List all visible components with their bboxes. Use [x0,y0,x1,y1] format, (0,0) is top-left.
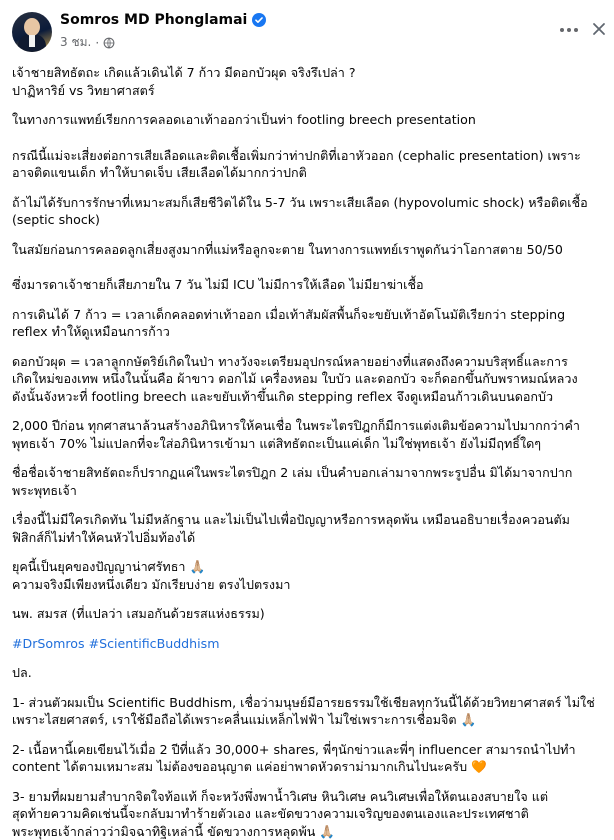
globe-icon [103,37,115,49]
text-line: reflex ทำให้ดูเหมือนการก้าว [12,323,600,341]
close-button[interactable] [588,18,610,40]
text-line: อาจติดแขนเด็ก ทำให้บาดเจ็บ เสียเลือดได้มากกว่าปกติ [12,164,600,182]
text-line: (septic shock) [12,211,600,229]
text-line: ปาฏิหาริย์ vs วิทยาศาสตร์ [12,82,600,100]
author-avatar[interactable] [12,12,52,52]
text-line: ซึ่งมารดาเจ้าชายก็เสียภายใน 7 วัน ไม่มี ICU ไม่มีการให้เลือด ไม่มียาฆ่าเชื้อ [12,276,600,294]
author-name-row [60,12,266,28]
text-line: กรณีนี้แม่จะเสี่ยงต่อการเสียเลือดและติดเชื้อเพิ่มกว่าท่าปกติที่เอาหัวออก (cephalic presentation) เพราะ [12,147,600,165]
author-name[interactable]: Somros MD Phonglamai [60,12,247,28]
text-line: 3- ยามที่ผมยามสำบากจิตใจท้อแท้ ก็จะหวังพึ่งพาน้ำวิเศษ หินวิเศษ คนวิเศษเพื่อให้ตนเองสบายใจ แต่ [12,788,600,806]
verified-badge-icon [252,13,266,27]
text-line: การเดินได้ 7 ก้าว = เวลาเด็กคลอดท่าเท้าออก เมื่อเท้าสัมผัสพื้นก็จะขยับเท้าอัตโนมัติเรียกว่า stepping [12,306,600,324]
close-icon [592,22,606,36]
text-line: พระพุทธเจ้า [12,482,600,500]
text-line: ในสมัยก่อนการคลอดลูกเสี่ยงสูงมากที่แม่หรือลูกจะตาย ในทางการแพทย์เราพูดกันว่าโอกาสตาย 50/50 [12,241,600,259]
hashtag-link[interactable]: #DrSomros [12,636,85,651]
text-line: พุทธเจ้า 70% ไม่แปลกที่จะใส่อภินิหารเข้ามา แต่สิทธัตถะเป็นแค่เด็ก ไม่ใช่พุทธเจ้า ยังไม่มีฤทธิ์ใดๆ [12,435,600,453]
hashtag-link[interactable]: #ScientificBuddhism [89,636,220,651]
hashtag-row [12,635,600,653]
ps-label: ปล. [12,664,600,682]
dot-icon [574,28,578,32]
text-line: ชื่อชื่อเจ้าชายสิทธัตถะก็ปรากฏแค่ในพระไตรปิฎก 2 เล่ม เป็นคำบอกเล่ามาจากพระรูปอื่น มิได้มาจากปาก [12,464,600,482]
text-line: 2,000 ปีก่อน ทุกศาสนาล้วนสร้างอภินิหารให้คนเชื่อ ในพระไตรปิฎกก็มีการแต่งเติมข้อความไปมากกว่าคำ [12,417,600,435]
avatar-face [24,18,40,36]
text-line: ดอกบัวผุด = เวลาลูกกษัตริย์เกิดในป่า ทางวังจะเตรียมอุปกรณ์หลายอย่างที่แสดงถึงความบริสุทธิ์และการ [12,353,600,371]
text-line: 2- เนื้อหานี้เคยเขียนไว้เมื่อ 2 ปีที่แล้ว 30,000+ shares, พี่ๆนักข่าวและพี่ๆ influencer สามารถนำไปทำ [12,741,600,759]
post-meta [60,33,115,52]
meta-separator: · [95,36,99,50]
text-line: ในทางการแพทย์เรียกการคลอดเอาเท้าออกว่าเป็นท่า footling breech presentation [12,111,600,129]
more-options-button[interactable] [556,20,582,40]
text-line: ถ้าไม่ได้รับการรักษาที่เหมาะสมก็เสียชีวิตได้ใน 5-7 วัน เพราะเสียเลือด (hypovolumic shock) หรือติดเชื้อ [12,194,600,212]
text-line: ดังนั้นจังหวะที่ footling breech และขยับเท้าขึ้นเกิด stepping reflex จึงดูเหมือนก้าวเดินบนดอกบัว [12,388,600,406]
text-line: สุดท้ายความคิดเช่นนี้จะกลับมาทำร้ายตัวเอง และขัดขวางความเจริญของตนเองและประเทศชาติ [12,805,600,823]
text-line: เจ้าชายสิทธัตถะ เกิดแล้วเดินได้ 7 ก้าว มีดอกบัวผุด จริงรึเปล่า ? [12,64,600,82]
text-line: พระพุทธเจ้ากล่าวว่ามิจฉาทิฐิเหล่านี้ ขัดขวางการหลุดพ้น 🙏🏼 [12,823,600,840]
text-line: เรื่องนี้ไม่มีใครเกิดทัน ไม่มีหลักฐาน และไม่เป็นไปเพื่อปัญญาหรือการหลุดพ้น เหมือนอธิบายเรื่องควอนตัม [12,511,600,529]
dot-icon [560,28,564,32]
post-header [0,0,614,60]
post-body [12,58,600,840]
signature-line: นพ. สมรส (ที่แปลว่า เสมอกันด้วยรสแห่งธรรม) [12,605,600,623]
text-line: ฟิสิกส์ก็ไม่ทำให้คนหัวไปอิ่มท้องได้ [12,529,600,547]
avatar-shirt [29,35,35,47]
dot-icon [567,28,571,32]
text-line: เพราะไสยศาสตร์, เราใช้มือถือได้เพราะคลื่นแม่เหล็กไฟฟ้า ไม่ใช่เพราะการเชื่อมจิต 🙏🏼 [12,711,600,729]
text-line: ความจริงมีเพียงหนึ่งเดียว มักเรียบง่าย ตรงไปตรงมา [12,576,600,594]
post-time[interactable]: 3 ชม. [60,33,91,52]
text-line: ยุคนี้เป็นยุคของปัญญาน่าศรัทธา 🙏🏼 [12,558,600,576]
text-line: เกิดใหม่ของเทพ หนึ่งในนั้นคือ ผ้าขาว ดอกไม้ เครื่องหอม ใบบัว และดอกบัว จะก็ดอกขึ้นกับพราหมณ์หลวง [12,370,600,388]
text-line: 1- ส่วนตัวผมเป็น Scientific Buddhism, เชื่อว่ามนุษย์มีอารยธรรมใช้เชียลทุกวันนี้ได้ด้วยวิทยาศาสตร์ ไม่ใช่ [12,694,600,712]
text-line: content ได้ตามเหมาะสม ไม่ต้องขออนุญาต แค่อย่าพาดหัวดราม่ามากเกินไปนะครับ 🧡 [12,758,600,776]
